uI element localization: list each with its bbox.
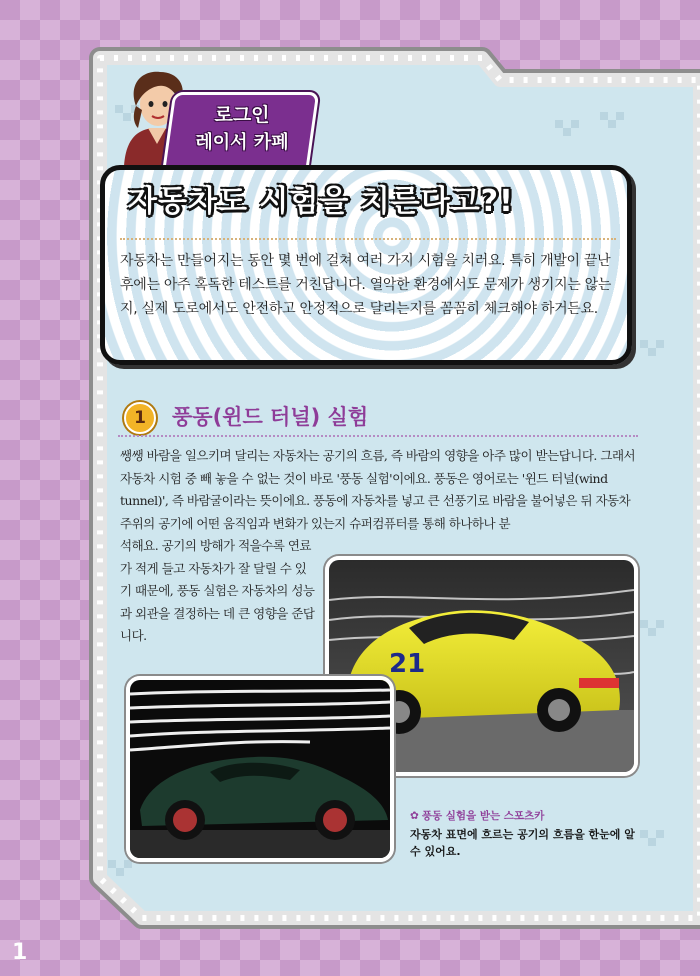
page-title: 자동차도 시험을 치른다고?! <box>128 184 514 219</box>
badge-line-2: 레이서 카페 <box>195 132 289 153</box>
section-paragraph <box>120 445 640 535</box>
photo-caption-heading <box>410 808 544 823</box>
bullet-icon: ✿ <box>410 810 419 822</box>
section-paragraph-text: 쌩쌩 바람을 일으키며 달리는 자동차는 공기의 흐름, 즉 바람의 영향을 아주 많이 받는답니다. 그래서 자동차 시험 중 빼 놓을 수 없는 것이 바로 '풍동 실험'이에요. 풍동은 영어로는 '윈드 터널(wind tunnel)', 즉 바람굴이라는 뜻이에요. 풍동에 자동차를 넣고 큰 선풍기로 바람을 불어넣은 뒤 자동차 주위의 공기에 어떤 움직임과 변화가 있는지 슈퍼컴퓨터를 통해 하나하나 분 <box>120 448 636 531</box>
intro-paragraph: 자동차는 만들어지는 동안 몇 번에 걸쳐 여러 가지 시험을 치러요. 특히 개발이 끝난 후에는 아주 혹독한 테스트를 거친답니다. 열악한 환경에서도 문제가 생기지는 않는지, 실제 도로에서도 안전하고 안정적으로 달리는지를 꼼꼼히 체크해야 하거든요. <box>120 253 612 317</box>
photo-caption-body: 자동차 표면에 흐르는 공기의 흐름을 한눈에 알 수 있어요. <box>410 828 635 858</box>
section-paragraph-continued: 석해요. 공기의 방해가 적을수록 연료가 적게 들고 자동차가 잘 달릴 수 있기 때문에, 풍동 실험은 자동차의 성능과 외관을 결정하는 데 큰 영향을 준답니다. <box>120 538 315 643</box>
badge-line-1: 로그인 <box>214 104 270 126</box>
photo-caption-heading-text: 풍동 실험을 받는 스포츠카 <box>421 810 545 822</box>
section-divider <box>118 435 638 437</box>
section-number-badge: 1 <box>124 402 156 434</box>
dark-sports-car-photo <box>126 676 394 862</box>
section-title: 풍동(윈드 터널) 실험 <box>172 405 369 429</box>
svg-text:21: 21 <box>389 649 426 679</box>
page-number: 1 <box>12 940 28 965</box>
title-divider <box>120 238 616 240</box>
